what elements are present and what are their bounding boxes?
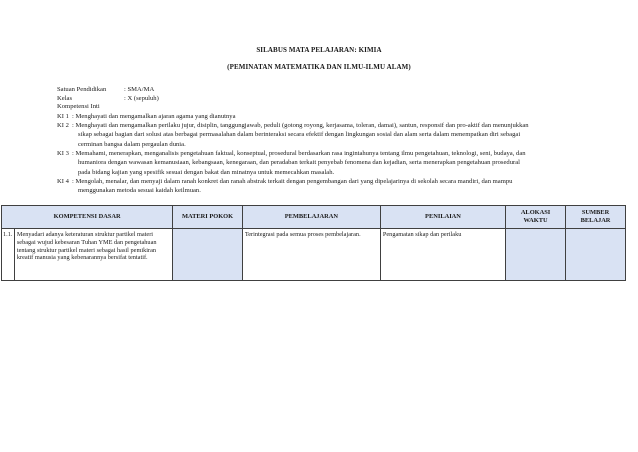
header-penilaian: PENILAIAN	[380, 206, 505, 229]
penilaian-cell: Pengamatan sikap dan perilaku	[380, 229, 505, 281]
header-materi-pokok: MATERI POKOK	[173, 206, 243, 229]
header-kompetensi-dasar: KOMPETENSI DASAR	[2, 206, 173, 229]
satuan-pendidikan-value: : SMA/MA	[124, 86, 155, 93]
kelas-label: Kelas	[57, 95, 73, 102]
ki-text-line: : Menghayati dan mengamalkan ajaran agama yang dianutnya	[72, 113, 236, 120]
ki-text-line: menggunakan metoda sesuai kaidah keilmuan.	[78, 187, 201, 195]
header-pembelajaran: PEMBELAJARAN	[242, 206, 380, 229]
ki-text-line: : Memahami, menerapkan, menganalisis pengetahuan faktual, konseptual, prosedural berdasarkan rasa ingintahunya tentang ilmu pengetahuan, teknologi, seni, budaya, dan	[72, 150, 526, 157]
syllabus-subtitle: (PEMINATAN MATEMATIKA DAN ILMU-ILMU ALAM)	[227, 63, 411, 71]
satuan-pendidikan-row	[57, 85, 154, 94]
header-sumber-belajar: SUMBER BELAJAR	[566, 206, 626, 229]
satuan-pendidikan-label: Satuan Pendidikan	[57, 86, 107, 93]
ki-code: KI 3	[57, 150, 69, 157]
ki-code: KI 1	[57, 113, 69, 120]
header-alokasi-waktu: ALOKASI WAKTU	[506, 206, 566, 229]
ki-text-line: sikap sebagai bagian dari solusi atas berbagai permasalahan dalam berinteraksi secara efektif dengan lingkungan sosial dan alam serta dalam menempatkan diri sebagai	[78, 131, 521, 139]
ki-text-line: : Mengolah, menalar, dan menyaji dalam ranah konkret dan ranah abstrak terkait dengan pengembangan dari yang dipelajarinya di sekolah secara mandiri, dan mampu	[72, 178, 513, 185]
ki-code: KI 4	[57, 178, 69, 185]
ki-text-line: cerminan bangsa dalam pergaulan dunia.	[78, 140, 186, 148]
pembelajaran-cell: Terintegrasi pada semua proses pembelajaran.	[242, 229, 380, 281]
ki-text-line: pada bidang kajian yang spesifik sesuai dengan bakat dan minatnya untuk memecahkan masalah.	[78, 168, 335, 176]
ki-text-line: : Menghayati dan mengamalkan perilaku jujur, disiplin, tanggungjawab, peduli (gotong royong, kerjasama, toleran, damai), santun, responsif dan pro-aktif dan menunjukkan	[72, 122, 529, 129]
table-row	[2, 229, 626, 281]
sumber-belajar-cell	[566, 229, 626, 281]
ki-text-line: humaniora dengan wawasan kemanusiaan, kebangsaan, kenegaraan, dan peradaban terkait penyebab fenomena dan kejadian, serta menerapkan pengetahuan prosedural	[78, 159, 520, 167]
kompetensi-inti-label: Kompetensi Inti	[57, 103, 100, 110]
materi-pokok-cell	[173, 229, 243, 281]
kd-text: Menyadari adanya keteraturan struktur partikel materi sebagai wujud kebesaran Tuhan YME dan pengetahuan tentang struktur partikel materi sebagai hasil pemikiran kreatif manusia yang kebenarannya bersifat tentatif.	[14, 229, 172, 281]
kd-number: 1.1.	[2, 229, 15, 281]
syllabus-table	[1, 205, 626, 281]
syllabus-title: SILABUS MATA PELAJARAN: KIMIA	[256, 46, 382, 54]
kelas-row	[57, 94, 159, 103]
ki-code: KI 2	[57, 122, 69, 129]
table-header-row	[2, 206, 626, 229]
alokasi-waktu-cell	[506, 229, 566, 281]
kelas-value: : X (sepuluh)	[124, 95, 159, 102]
